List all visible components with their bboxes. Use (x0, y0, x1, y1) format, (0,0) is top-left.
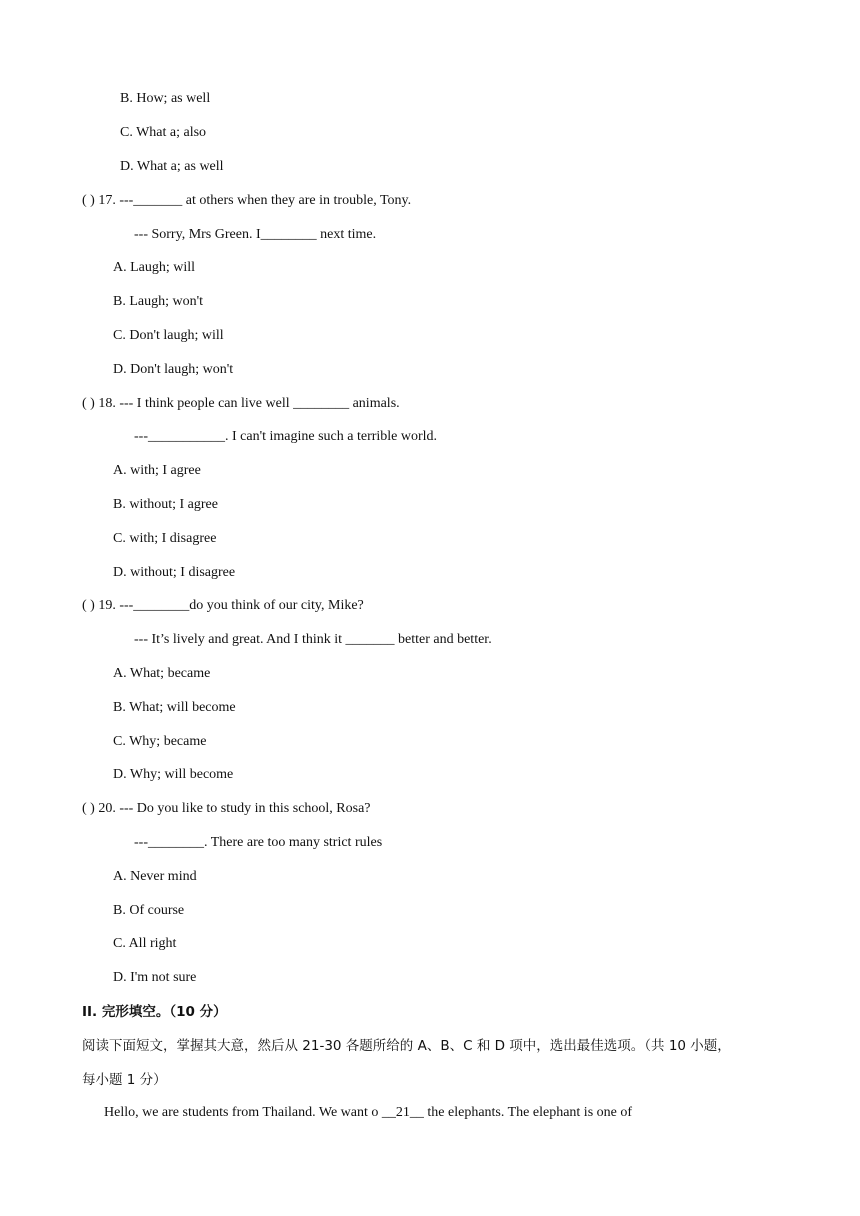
section-ii-heading: II. 完形填空。（10 分） (82, 1004, 227, 1020)
section-ii-instruction-line2: 每小题 1 分） (82, 1072, 167, 1088)
q17-option-d: D. Don't laugh; won't (113, 362, 234, 377)
q18-stem: ( ) 18. --- I think people can live well ________ animals. (82, 396, 400, 411)
q19-option-b: B. What; will become (113, 700, 236, 715)
q20-option-c: C. All right (113, 936, 177, 951)
q16-option-c: C. What a; also (120, 125, 207, 140)
q18-reply: ---___________. I can't imagine such a terrible world. (134, 429, 438, 444)
q20-option-d: D. I'm not sure (113, 970, 197, 985)
q16-option-b: B. How; as well (120, 91, 211, 106)
q20-stem: ( ) 20. --- Do you like to study in this school, Rosa? (82, 801, 371, 816)
q20-option-b: B. Of course (113, 903, 185, 918)
q16-option-d: D. What a; as well (120, 159, 224, 174)
q17-reply: --- Sorry, Mrs Green. I________ next time. (134, 227, 377, 242)
q20-option-a: A. Never mind (113, 869, 197, 884)
q19-stem: ( ) 19. ---________do you think of our city, Mike? (82, 598, 364, 613)
q18-option-a: A. with; I agree (113, 463, 201, 478)
q18-option-c: C. with; I disagree (113, 531, 217, 546)
q18-option-d: D. without; I disagree (113, 565, 236, 580)
section-ii-instruction-line1: 阅读下面短文，掌握其大意，然后从 21-30 各题所给的 A、B、C 和 D 项中，选出最佳选项。（共 10 小题， (82, 1038, 731, 1054)
q20-reply: ---________. There are too many strict rules (134, 835, 383, 850)
q19-reply: --- It’s lively and great. And I think it _______ better and better. (134, 632, 492, 647)
q17-option-b: B. Laugh; won't (113, 294, 204, 309)
q19-option-a: A. What; became (113, 666, 211, 681)
q18-option-b: B. without; I agree (113, 497, 218, 512)
q19-option-c: C. Why; became (113, 734, 207, 749)
q17-option-c: C. Don't laugh; will (113, 328, 224, 343)
q17-stem: ( ) 17. ---_______ at others when they are in trouble, Tony. (82, 193, 412, 208)
q17-option-a: A. Laugh; will (113, 260, 196, 275)
q19-option-d: D. Why; will become (113, 767, 234, 782)
cloze-passage-line1: Hello, we are students from Thailand. We want o __21__ the elephants. The elephant is one of (104, 1105, 633, 1120)
